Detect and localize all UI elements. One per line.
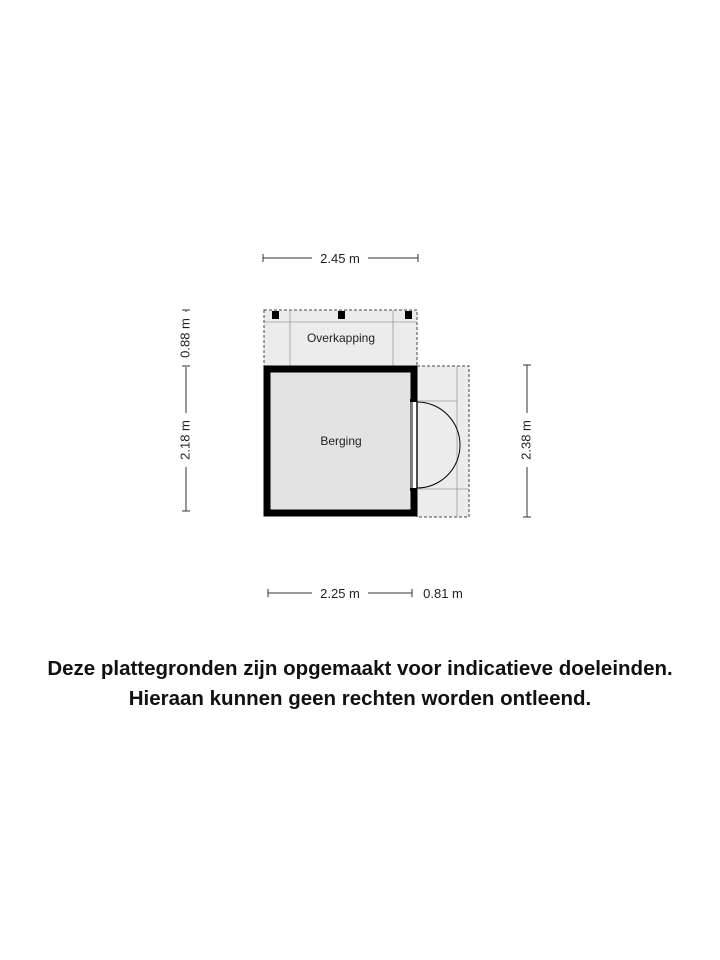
room-label-overkapping: Overkapping [306,331,376,345]
dimension-left-upper [177,310,192,366]
dimension-left-upper-label: 0.88 m [177,318,193,358]
disclaimer-line-2: Hieraan kunnen geen rechten worden ontleend. [128,687,592,710]
dimension-bottom [268,586,463,601]
post-2 [338,311,345,319]
dimension-right-height [518,365,533,517]
dimension-top-width [263,251,418,266]
post-3 [405,311,412,319]
disclaimer-line-1: Deze plattegronden zijn opgemaakt voor indicatieve doeleinden. [47,657,673,680]
dimension-left-lower [177,367,192,511]
dimension-bottom-side-label: 0.81 m [423,586,463,601]
dimension-bottom-main-label: 2.25 m [320,586,360,601]
post-1 [272,311,279,319]
room-label-berging: Berging [320,434,362,448]
dimension-left-lower-label: 2.18 m [177,420,193,460]
dimension-top-label: 2.45 m [320,251,360,266]
overkapping-area [264,310,417,366]
dimension-right-label: 2.38 m [518,420,534,460]
berging-room [267,369,414,513]
side-terrace [417,366,469,517]
